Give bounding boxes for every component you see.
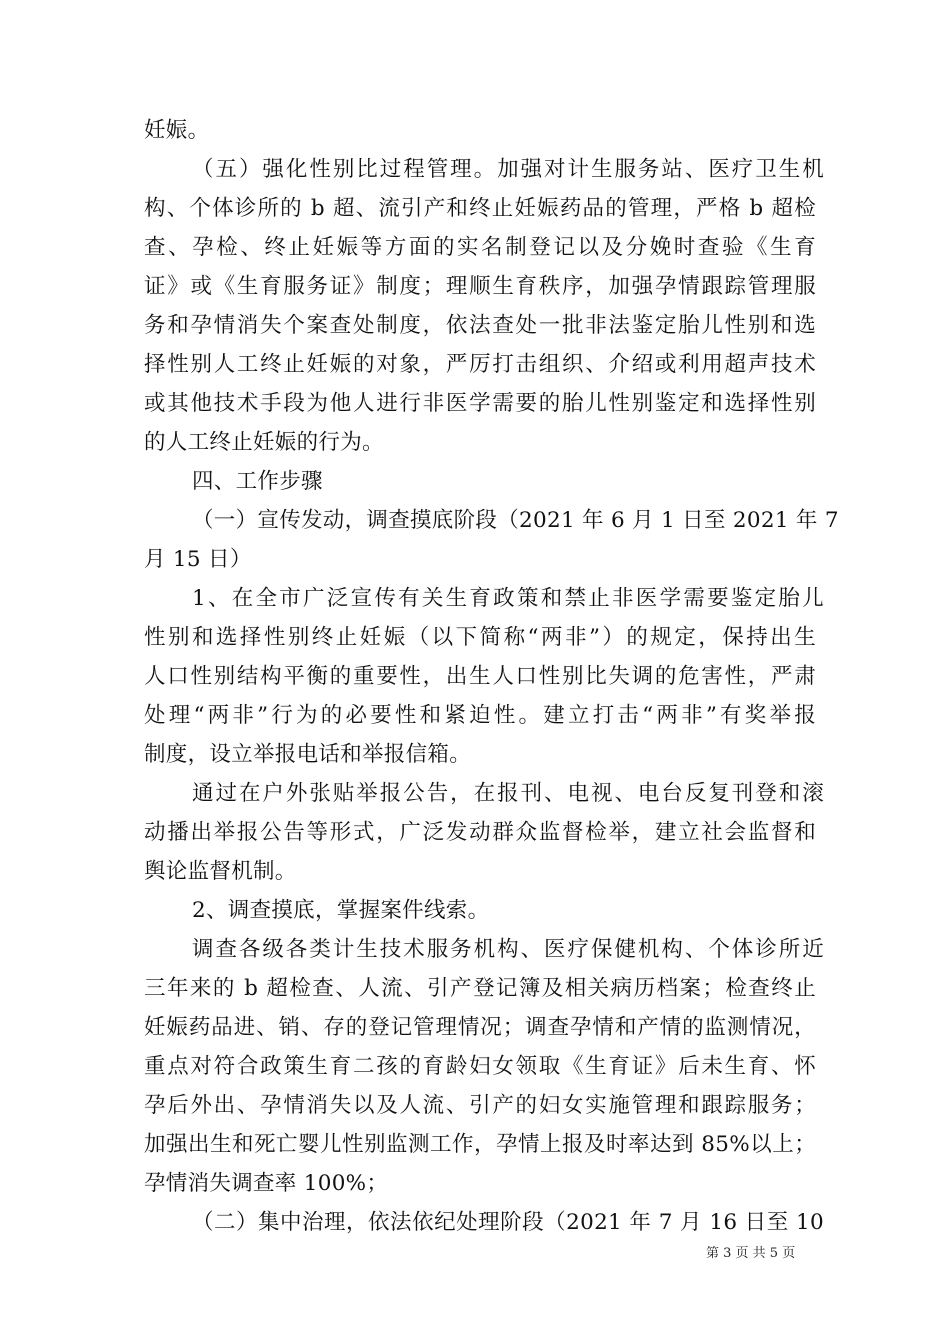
text-line: 妊娠药品进、销、存的登记管理情况；调查孕情和产情的监测情况， — [144, 1015, 816, 1040]
text-line: 加强出生和死亡婴儿性别监测工作，孕情上报及时率达到 85%以上； — [144, 1132, 816, 1157]
text-line: 孕情消失调查率 100%； — [144, 1171, 389, 1196]
text-line: 孕后外出、孕情消失以及人流、引产的妇女实施管理和跟踪服务； — [144, 1093, 816, 1118]
text-line: 动播出举报公告等形式，广泛发动群众监督检举，建立社会监督和 — [144, 820, 816, 845]
text-line: 通过在户外张贴举报公告，在报刊、电视、电台反复刊登和滚 — [192, 781, 824, 806]
text-line: 查、孕检、终止妊娠等方面的实名制登记以及分娩时查验《生育 — [144, 235, 816, 260]
text-line: 制度，设立举报电话和举报信箱。 — [144, 742, 472, 767]
text-line: 构、个体诊所的 b 超、流引产和终止妊娠药品的管理，严格 b 超检 — [144, 196, 816, 221]
text-line: 的人工终止妊娠的行为。 — [144, 430, 384, 455]
subsection-heading: 2、调查摸底，掌握案件线索。 — [192, 898, 490, 923]
text-line: 妊娠。 — [144, 118, 210, 143]
text-line: 三年来的 b 超检查、人流、引产登记簿及相关病历档案；检查终止 — [144, 976, 816, 1001]
text-line: 重点对符合政策生育二孩的育龄妇女领取《生育证》后未生育、怀 — [144, 1054, 816, 1079]
text-line: 1、在全市广泛宣传有关生育政策和禁止非医学需要鉴定胎儿 — [192, 586, 824, 611]
text-line: 择性别人工终止妊娠的对象，严厉打击组织、介绍或利用超声技术 — [144, 352, 816, 377]
text-line: 调查各级各类计生技术服务机构、医疗保健机构、个体诊所近 — [192, 937, 824, 962]
text-line: 性别和选择性别终止妊娠（以下简称“两非”）的规定，保持出生 — [144, 625, 816, 650]
subsection-heading: （一）宣传发动，调查摸底阶段（2021 年 6 月 1 日至 2021 年 7 — [192, 508, 839, 533]
text-line: 处理“两非”行为的必要性和紧迫性。建立打击“两非”有奖举报 — [144, 703, 816, 728]
section-paragraph-line: （五）强化性别比过程管理。加强对计生服务站、医疗卫生机 — [192, 157, 824, 182]
text-line: 或其他技术手段为他人进行非医学需要的胎儿性别鉴定和选择性别 — [144, 391, 816, 416]
subsection-heading: （二）集中治理，依法依纪处理阶段（2021 年 7 月 16 日至 10 — [192, 1210, 824, 1235]
page-number: 第 3 页 共 5 页 — [706, 1246, 796, 1261]
text-line: 舆论监督机制。 — [144, 859, 297, 884]
text-line: 月 15 日） — [144, 547, 252, 572]
text-line: 证》或《生育服务证》制度；理顺生育秩序，加强孕情跟踪管理服 — [144, 274, 816, 299]
section-heading: 四、工作步骤 — [192, 469, 323, 494]
text-line: 务和孕情消失个案查处制度，依法查处一批非法鉴定胎儿性别和选 — [144, 313, 816, 338]
text-line: 人口性别结构平衡的重要性，出生人口性别比失调的危害性，严肃 — [144, 664, 816, 689]
